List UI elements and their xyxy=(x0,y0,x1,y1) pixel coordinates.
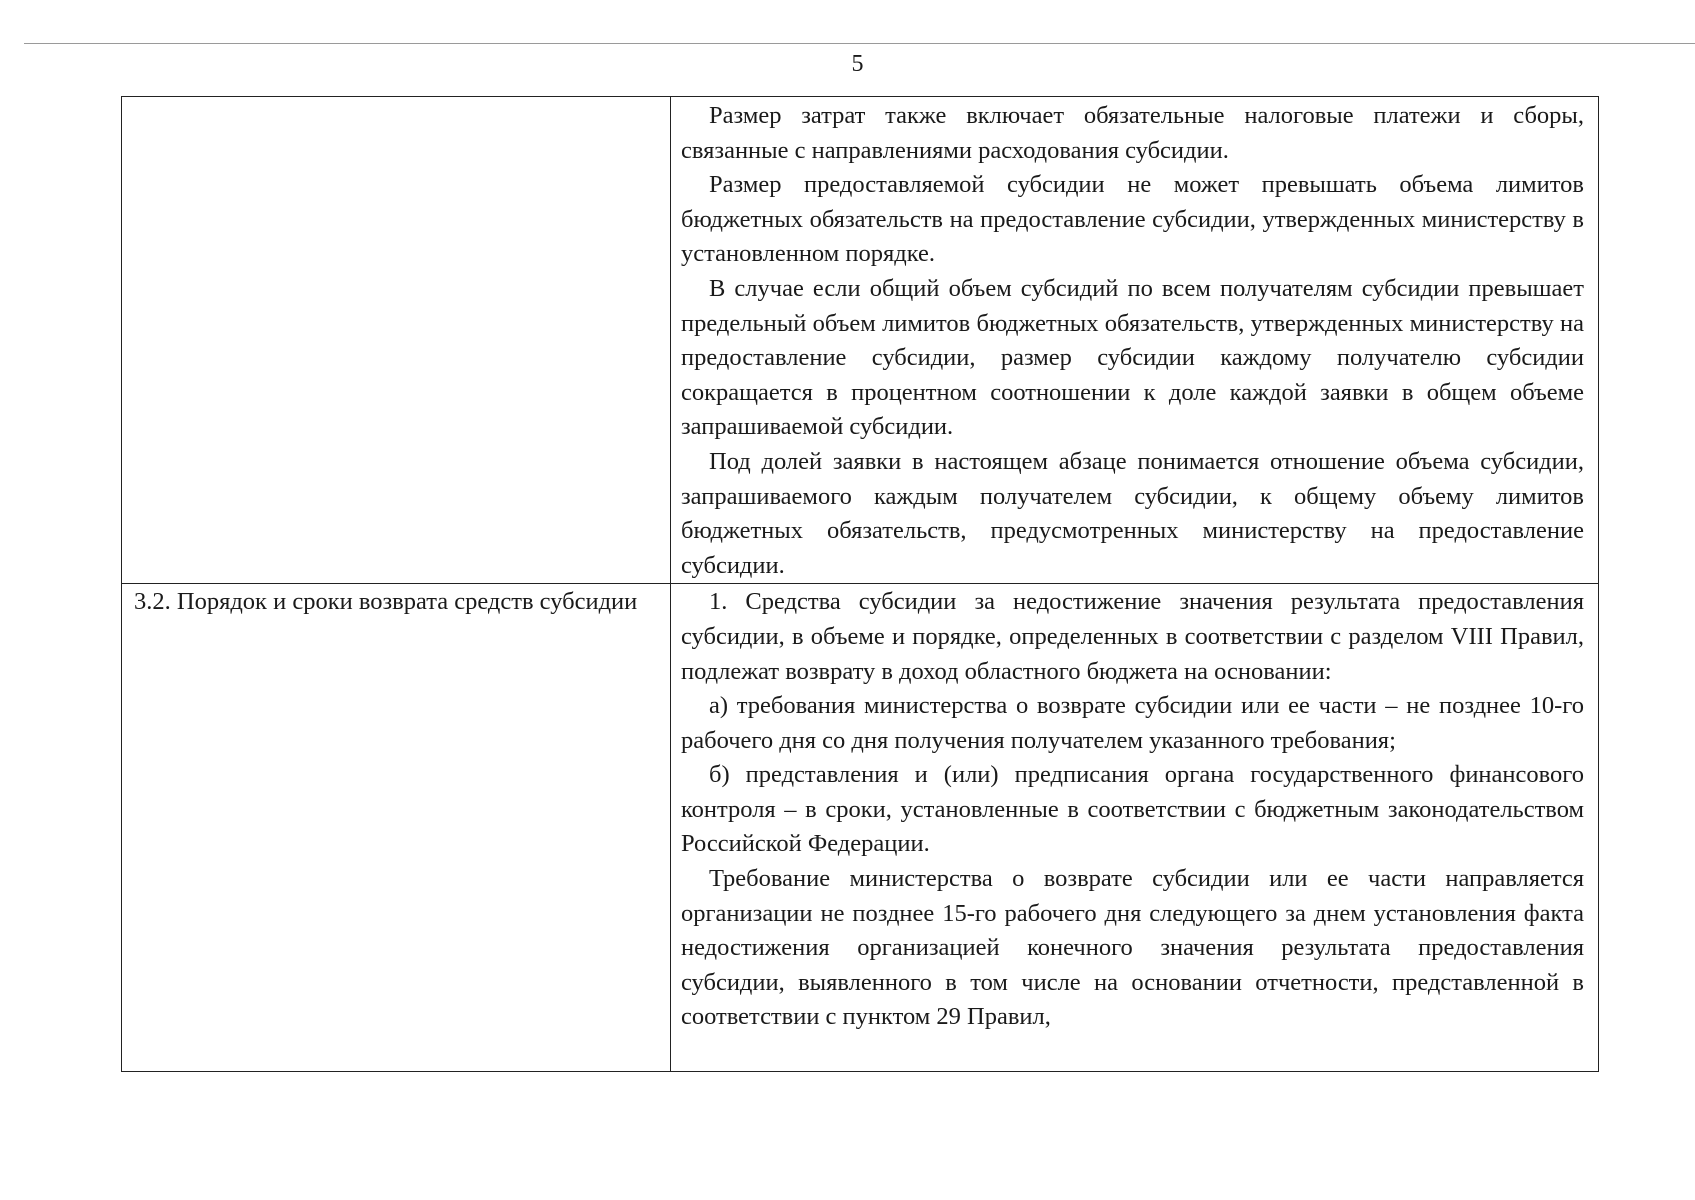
table-cell-left xyxy=(122,97,671,584)
document-table xyxy=(121,96,1599,1072)
paragraph: 1. Средства субсидии за недостижение значения результата предоставления субсидии, в объеме и порядке, определенных в соответствии с разделом VIII Правил, подлежат возврату в доход областного бюджета на основании: xyxy=(681,588,1584,685)
table-row xyxy=(122,97,1599,584)
row-heading: 3.2. Порядок и сроки возврата средств субсидии xyxy=(134,588,638,616)
table-row xyxy=(122,584,1599,1072)
paragraph: а) требования министерства о возврате субсидии или ее части – не позднее 10-го рабочего дня со дня получения получателем указанного требования; xyxy=(681,692,1584,754)
paragraph: Требование министерства о возврате субсидии или ее части направляется организации не позднее 15-го рабочего дня следующего за днем установления факта недостижения организацией конечного значения результата предоставления субсидии, выявленного в том числе на основании отчетности, представленной в соответствии с пунктом 29 Правил, xyxy=(681,865,1584,1031)
paragraph: б) представления и (или) предписания органа государственного финансового контроля – в сроки, установленные в соответствии с бюджетным законодательством Российской Федерации. xyxy=(681,761,1584,858)
table-cell-left xyxy=(122,584,671,1072)
paragraph: В случае если общий объем субсидий по всем получателям субсидии превышает предельный объем лимитов бюджетных обязательств, утвержденных министерству на предоставление субсидии, размер субсидии каждому получателю субсидии сокращается в процентном соотношении к доле каждой заявки в общем объеме запрашиваемой субсидии. xyxy=(681,274,1584,441)
table-cell-right xyxy=(671,97,1599,584)
page-top-rule xyxy=(24,43,1695,44)
page-number: 5 xyxy=(851,51,864,77)
paragraph: Размер затрат также включает обязательные налоговые платежи и сборы, связанные с направлениями расходования субсидии. xyxy=(681,102,1584,164)
paragraph: Размер предоставляемой субсидии не может превышать объема лимитов бюджетных обязательств на предоставление субсидии, утвержденных министерству в установленном порядке. xyxy=(681,171,1584,268)
paragraph: Под долей заявки в настоящем абзаце понимается отношение объема субсидии, запрашиваемого каждым получателем субсидии, к общему объему лимитов бюджетных обязательств, предусмотренных министерству на предоставление субсидии. xyxy=(681,447,1584,579)
table-cell-right xyxy=(671,584,1599,1072)
